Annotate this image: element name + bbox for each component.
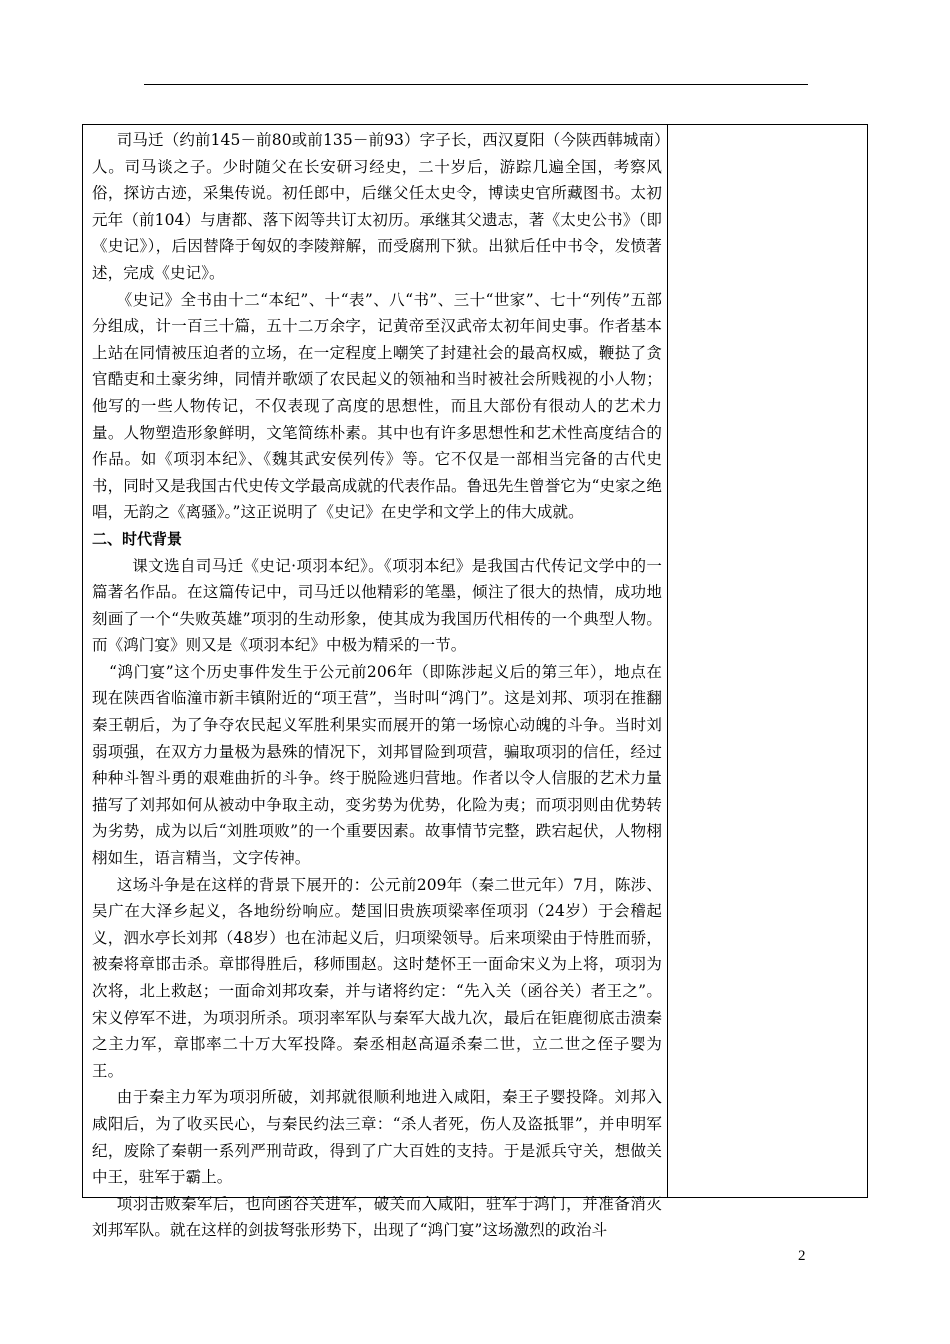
paragraph-author-bio: 司马迁（约前145－前80或前135－前93）字子长，西汉夏阳（今陕西韩城南）人。司马谈之子。少时随父在长安研习经史，二十岁后，游踪几遍全国，考察风俗，探访古迹，采集传说。初任郎中，后继父任太史令，博读史官所藏图书。太初元年（前104）与唐都、落下闳等共订太初历。承继其父遗志，著《太史公书》（即《史记》），后因替降于匈奴的李陵辩解，而受腐刑下狱。出狱后任中书令，发愤著述，完成《史记》。 <box>92 131 662 282</box>
paragraph-text-source: 课文选自司马迁《史记·项羽本纪》。《项羽本纪》是我国古代传记文学中的一篇著名作品。在这篇传记中，司马迁以他精彩的笔墨，倾注了很大的热情，成功地刻画了一个“失败英雄”项羽的生动形象，使其成为我国历代相传的一个典型人物。而《鸿门宴》则又是《项羽本纪》中极为精采的一节。 <box>92 556 662 655</box>
section-heading-background: 二、时代背景 <box>92 529 183 548</box>
main-text-cell <box>83 125 668 1240</box>
page-number: 2 <box>798 1248 806 1264</box>
paragraph-hongmen-event: “鸿门宴”这个历史事件发生于公元前206年（即陈涉起义后的第三年），地点在现在陕西省临潼市新丰镇附近的“项王营”，当时叫“鸿门”。这是刘邦、项羽在推翻秦王朝后，为了争夺农民起义军胜利果实而展开的第一场惊心动魄的斗争。当时刘弱项强，在双方力量极为悬殊的情况下，刘邦冒险到项营，骗取项羽的信任，经过种种斗智斗勇的艰难曲折的斗争。终于脱险逃归营地。作者以令人信服的艺术力量描写了刘邦如何从被动中争取主动，变劣势为优势，化险为夷；而项羽则由优势转为劣势，成为以后“刘胜项败”的一个重要因素。故事情节完整，跌宕起伏，人物栩栩如生，语言精当，文字传神。 <box>92 662 662 868</box>
header-rule <box>144 84 808 85</box>
content-table <box>82 124 868 1240</box>
paragraph-xiang-yu-advance: 项羽击败秦军后，也向函谷关进军，破关而入咸阳，驻军于鸿门，并准备消灭刘邦军队。就在这样的剑拔弩张形势下，出现了“鸿门宴”这场激烈的政治斗 <box>92 1194 662 1240</box>
paragraph-struggle-background: 这场斗争是在这样的背景下展开的：公元前209年（秦二世元年）7月，陈涉、吴广在大泽乡起义，各地纷纷响应。楚国旧贵族项梁率侄项羽（24岁）于会稽起义，泗水亭长刘邦（48岁）也在沛起义后，归项梁领导。后来项梁由于恃胜而骄，被秦将章邯击杀。章邯得胜后，移师围赵。这时楚怀王一面命宋义为上将，项羽为次将，北上救赵；一面命刘邦攻秦，并与诸将约定：“先入关（函谷关）者王之”。宋义停军不进，为项羽所杀。项羽率军队与秦军大战九次，最后在钜鹿彻底击溃秦之主力军，章邯率二十万大军投降。秦丞相赵高逼杀秦二世，立二世之侄子婴为王。 <box>92 875 662 1080</box>
notes-cell <box>668 125 867 1197</box>
paragraph-liu-bang-xianyang: 由于秦主力军为项羽所破，刘邦就很顺利地进入咸阳，秦王子婴投降。刘邦入咸阳后，为了收买民心，与秦民约法三章：“杀人者死，伤人及盗抵罪”，并申明军纪，废除了秦朝一系列严刑苛政，得到了广大百姓的支持。于是派兵守关，想做关中王，驻军于霸上。 <box>92 1088 662 1187</box>
paragraph-shiji-overview: 《史记》全书由十二“本纪”、十“表”、八“书”、三十“世家”、七十“列传”五部分组成，计一百三十篇，五十二万余字，记黄帝至汉武帝太初年间史事。作者基本上站在同情被压迫者的立场，在一定程度上嘲笑了封建社会的最高权威，鞭挞了贪官酷吏和土豪劣绅，同情并歌颂了农民起义的领袖和当时被社会所贱视的小人物；他写的一些人物传记，不仅表现了高度的思想性，而且大部份有很动人的艺术力量。人物塑造形象鲜明，文笔简练朴素。其中也有许多思想性和艺术性高度结合的作品。如《项羽本纪》、《魏其武安侯列传》等。它不仅是一部相当完备的古代史书，同时又是我国古代史传文学最高成就的代表作品。鲁迅先生曾誉它为“史家之绝唱，无韵之《离骚》。”这正说明了《史记》在史学和文学上的伟大成就。 <box>92 290 662 522</box>
